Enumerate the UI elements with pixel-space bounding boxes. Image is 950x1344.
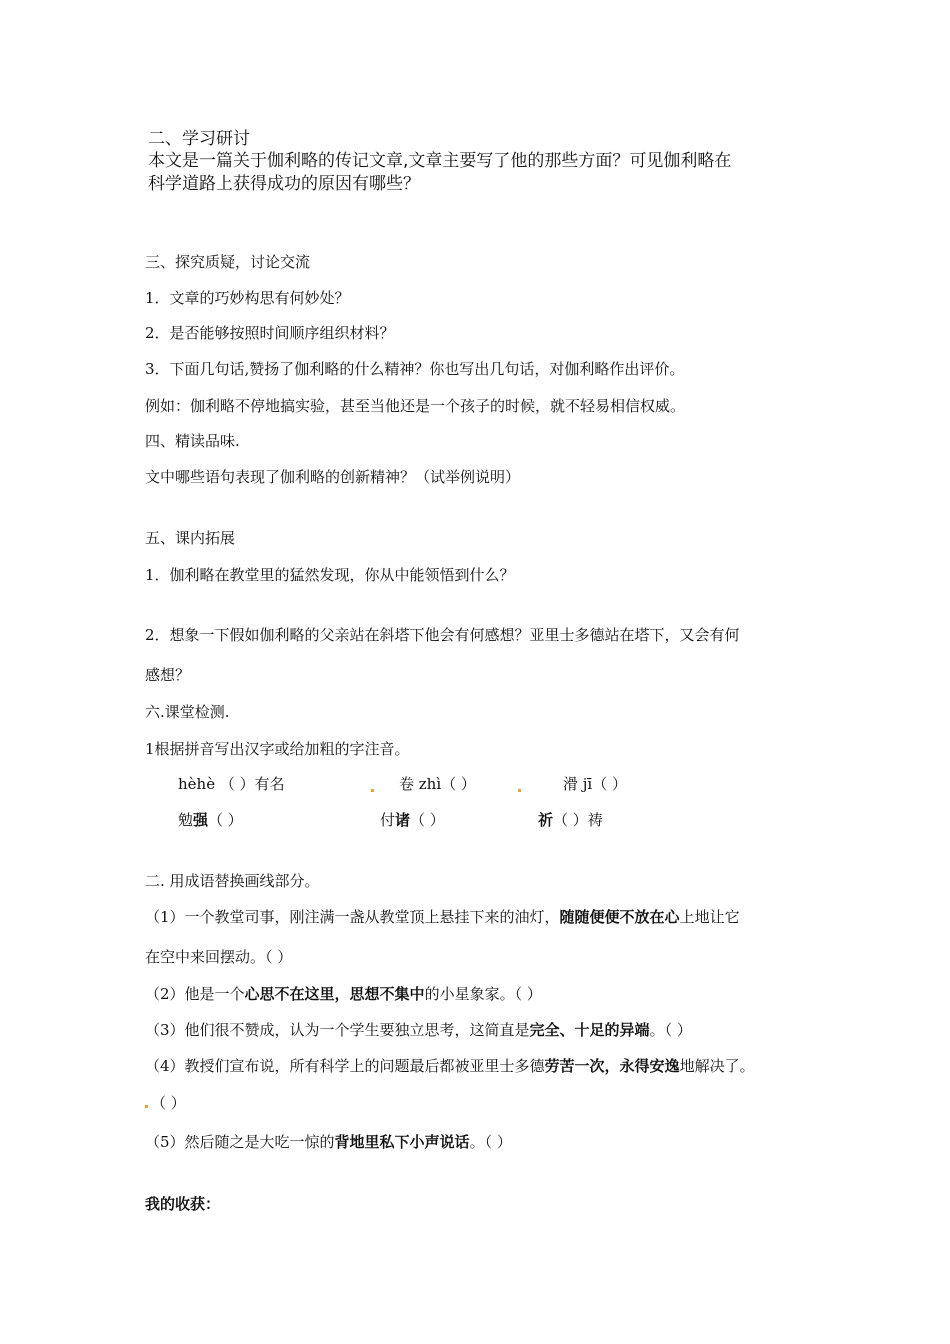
idiom-sentence-1-line-1: （1）一个教堂司事，刚注满一盏从教堂顶上悬挂下来的油灯，随随便便不放在心上地让它 <box>145 908 740 926</box>
idiom-sentence-2: （2）他是一个心思不在这里，思想不集中的小星象家。（ ） <box>145 985 542 1003</box>
char-item-fuzhu: 付诸（ ） <box>380 811 445 829</box>
decorative-dot <box>145 1105 148 1108</box>
section-5-question-2-line-2: 感想？ <box>145 666 191 684</box>
idiom-sentence-4: （4）教授们宣布说，所有科学上的问题最后都被亚里士多德劳苦一次，永得安逸地解决了。 <box>145 1057 755 1075</box>
idiom-sentence-5: （5）然后随之是大吃一惊的背地里私下小声说话。（ ） <box>145 1133 512 1151</box>
decorative-dot <box>371 789 374 792</box>
section-2-line-2: 科学道路上获得成功的原因有哪些？ <box>148 174 420 194</box>
section-6-heading: 六.课堂检测. <box>145 703 230 721</box>
idiom-sentence-1-line-2: 在空中来回摆动。（ ） <box>145 948 293 966</box>
section-2-heading: 二、学习研讨 <box>148 129 250 149</box>
section-6-intro: 1根据拼音写出汉字或给加粗的字注音。 <box>145 740 410 758</box>
char-item-mianqiang: 勉强（ ） <box>178 811 243 829</box>
idiom-sentence-3: （3）他们很不赞成，认为一个学生要独立思考，这简直是完全、十足的异端。（ ） <box>145 1021 692 1039</box>
part-2-heading: 二. 用成语替换画线部分。 <box>145 872 320 890</box>
section-3-heading: 三、探究质疑，讨论交流 <box>145 253 311 271</box>
section-3-question-3: 3．下面几句话,赞扬了伽利略的什么精神？你也写出几句话，对伽利略作出评价。 <box>145 360 685 378</box>
section-5-question-1: 1．伽利略在教堂里的猛然发现，你从中能领悟到什么？ <box>145 566 515 584</box>
decorative-dot <box>518 789 521 792</box>
section-2-line-1: 本文是一篇关于伽利略的传记文章,文章主要写了他的那些方面？可见伽利略在 <box>148 151 732 171</box>
harvest-label: 我的收获： <box>145 1195 221 1213</box>
section-4-heading: 四、精读品味. <box>145 432 240 450</box>
pinyin-item-zhi: 卷 zhì（ ） <box>399 775 476 793</box>
pinyin-item-hehe: hèhè （ ）有名 <box>178 775 285 793</box>
idiom-sentence-4-answer: （ ） <box>151 1094 186 1112</box>
section-3-example: 例如：伽利略不停地搞实验，甚至当他还是一个孩子的时候，就不轻易相信权威。 <box>145 397 686 415</box>
pinyin-item-ji: 滑 jī（ ） <box>563 775 627 793</box>
section-3-question-2: 2．是否能够按照时间顺序组织材料？ <box>145 324 395 342</box>
char-item-qidao: 祈（ ）祷 <box>538 811 603 829</box>
section-3-question-1: 1．文章的巧妙构思有何妙处？ <box>145 289 350 307</box>
section-4-question: 文中哪些语句表现了伽利略的创新精神？（试举例说明） <box>145 468 521 486</box>
section-5-heading: 五、课内拓展 <box>145 529 236 547</box>
section-5-question-2-line-1: 2．想象一下假如伽利略的父亲站在斜塔下他会有何感想？亚里士多德站在塔下，又会有何 <box>145 626 740 644</box>
